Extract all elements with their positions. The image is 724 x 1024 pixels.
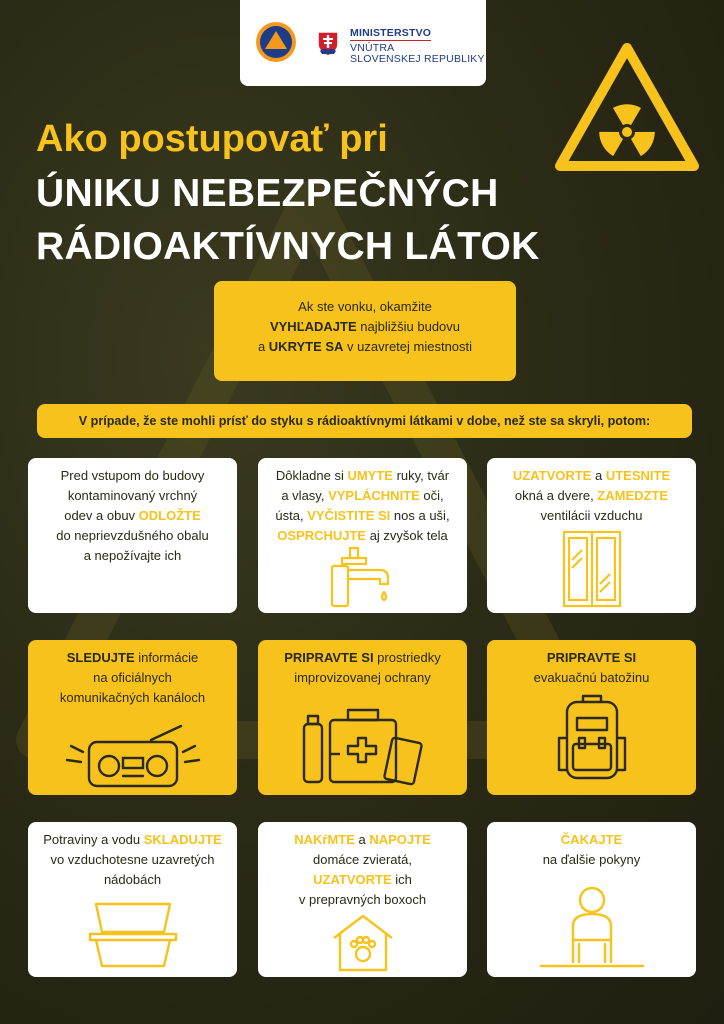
c2-line1 xyxy=(266,466,459,486)
c3-t2: okná a dvere, xyxy=(514,488,598,503)
c1-highlight: ODLOŽTE xyxy=(138,508,201,523)
c2-t3: a vlasy, xyxy=(281,488,329,503)
civil-protection-logo xyxy=(254,20,298,64)
c2-line3 xyxy=(266,506,459,526)
c4-t1: informácie xyxy=(134,650,199,665)
c7-t1: Potraviny a vodu xyxy=(43,832,144,847)
c6-line1: PRIPRAVTE SI xyxy=(546,650,637,665)
c3-line2 xyxy=(495,486,688,506)
c1-line5: a nepožívajte ich xyxy=(83,548,182,563)
c8-h1: NAKŕMTE xyxy=(294,832,355,847)
c2-h1: UMYTE xyxy=(347,468,393,483)
c2-t6: nos a uši, xyxy=(390,508,450,523)
ministry-line3: SLOVENSKEJ REPUBLIKY xyxy=(350,53,485,65)
top-card-line2 xyxy=(214,317,516,337)
c5-t1: prostriedky xyxy=(373,650,441,665)
ministry-line1: MINISTERSTVO xyxy=(350,27,432,39)
c8-t3: ich xyxy=(391,872,412,887)
waiting-person-icon xyxy=(537,884,647,972)
c7-line1 xyxy=(36,830,229,850)
c1-line2: kontaminovaný vrchný xyxy=(67,488,198,503)
card-remove-clothes xyxy=(28,458,237,613)
c3-line3: ventilácii vzduchu xyxy=(540,508,643,523)
slovak-crest-logo xyxy=(316,30,340,58)
title-line3: RÁDIOAKTÍVNYCH LÁTOK xyxy=(36,225,540,268)
c6-line2: evakuačnú batožinu xyxy=(533,670,650,685)
c2-t4: oči, xyxy=(419,488,444,503)
pet-house-icon xyxy=(330,912,396,972)
c3-h2: UTESNITE xyxy=(605,468,671,483)
card-wash xyxy=(258,458,467,613)
c9-line1: ČAKAJTE xyxy=(560,832,623,847)
c8-line3 xyxy=(266,870,459,890)
c7-line3: nádobách xyxy=(103,872,162,887)
radiation-warning-icon xyxy=(552,40,702,174)
title-line1: Ako postupovať pri xyxy=(36,118,388,160)
c2-t5: ústa, xyxy=(275,508,308,523)
faucet-icon xyxy=(328,546,398,608)
c2-h3: VYČISTITE SI xyxy=(307,508,391,523)
first-aid-kit-icon xyxy=(298,706,428,786)
top-card-line3 xyxy=(214,337,516,357)
c2-t1: Dôkladne si xyxy=(275,468,348,483)
c8-h3: UZATVORTE xyxy=(313,872,392,887)
c4-b1: SLEDUJTE xyxy=(66,650,135,665)
card-protection-means xyxy=(258,640,467,795)
c8-h2: NAPOJTE xyxy=(369,832,431,847)
c8-line2: domáce zvieratá, xyxy=(313,852,412,867)
c3-t1: a xyxy=(591,468,606,483)
top-card-line1: Ak ste vonku, okamžite xyxy=(298,299,432,314)
c4-line1 xyxy=(36,648,229,668)
outdoor-instruction-card xyxy=(214,281,516,381)
c2-line2 xyxy=(266,486,459,506)
c5-b1: PRIPRAVTE SI xyxy=(284,650,374,665)
window-icon xyxy=(560,530,624,608)
c7-h1: SKLADUJTE xyxy=(143,832,222,847)
c2-t2: ruky, tvár xyxy=(392,468,450,483)
c1-line3 xyxy=(36,506,229,526)
top-card-line2-rest: najbližšiu budovu xyxy=(356,319,461,334)
c8-t1: a xyxy=(354,832,370,847)
c7-line2: vo vzduchotesne uzavretých xyxy=(50,852,215,867)
card-pets xyxy=(258,822,467,977)
top-card-bold-find: VYHĽADAJTE xyxy=(269,319,357,334)
card-seal-windows xyxy=(487,458,696,613)
c9-line2: na ďalšie pokyny xyxy=(542,852,641,867)
c4-line3: komunikačných kanáloch xyxy=(59,690,206,705)
food-container-icon xyxy=(88,902,178,970)
ministry-line2: VNÚTRA xyxy=(350,42,395,54)
c1-line3-text: odev a obuv xyxy=(64,508,139,523)
contact-banner: V prípade, že ste mohli prísť do styku s rádioaktívnymi látkami v dobe, než ste sa skryli, potom: xyxy=(37,404,692,438)
card-evac-bag xyxy=(487,640,696,795)
c2-line4 xyxy=(266,526,459,546)
c8-line4: v prepravných boxoch xyxy=(298,892,427,907)
header-logos xyxy=(240,0,486,86)
c8-line1 xyxy=(266,830,459,850)
top-card-line3-rest: v uzavretej miestnosti xyxy=(343,339,473,354)
radio-icon xyxy=(63,724,203,788)
c2-t7: aj zvyšok tela xyxy=(366,528,448,543)
c2-h4: OSPRCHUJTE xyxy=(277,528,367,543)
card-follow-info xyxy=(28,640,237,795)
c4-line2: na oficiálnych xyxy=(93,670,172,685)
top-card-line3-pre: a xyxy=(257,339,269,354)
c1-line1: Pred vstupom do budovy xyxy=(60,468,205,483)
title-line2: ÚNIKU NEBEZPEČNÝCH xyxy=(36,172,499,215)
card-store-food xyxy=(28,822,237,977)
c2-h2: VYPLÁCHNITE xyxy=(328,488,420,503)
c3-h3: ZAMEDZTE xyxy=(597,488,669,503)
card-wait xyxy=(487,822,696,977)
top-card-bold-hide: UKRYTE SA xyxy=(268,339,344,354)
c5-line2: improvizovanej ochrany xyxy=(294,670,431,685)
c1-line4: do neprievzdušného obalu xyxy=(56,528,209,543)
ministry-name xyxy=(350,28,485,65)
c5-line1 xyxy=(266,648,459,668)
c3-line1 xyxy=(495,466,688,486)
backpack-icon xyxy=(557,692,627,782)
c3-h1: UZATVORTE xyxy=(512,468,592,483)
